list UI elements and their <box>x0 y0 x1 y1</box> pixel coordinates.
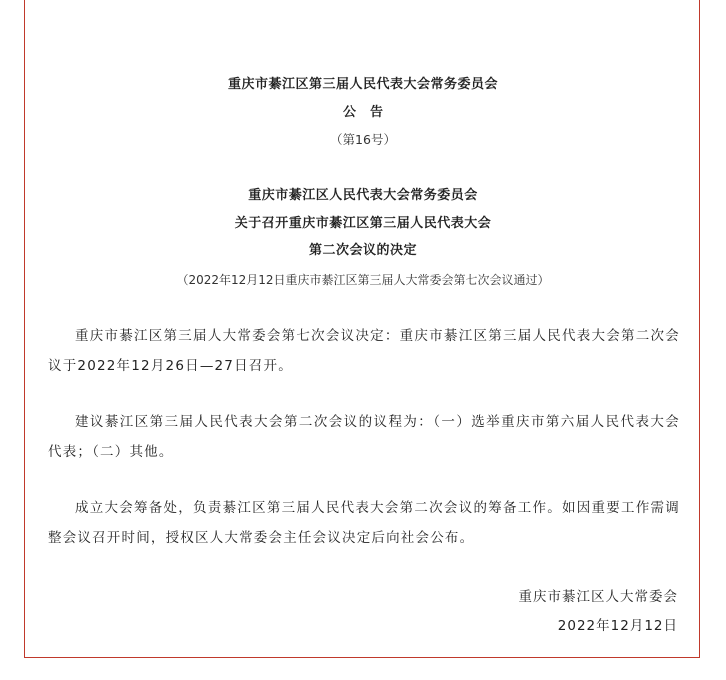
decision-title-line3: 第二次会议的决定 <box>308 243 417 258</box>
paragraph-meeting-date: 重庆市綦江区第三届人大常委会第七次会议决定：重庆市綦江区第三届人民代表大会第二次会议于2022年12月26日—27日召开。 <box>48 328 680 374</box>
signature-organization: 重庆市綦江区人大常委会 <box>518 589 678 605</box>
decision-title-line1: 重庆市綦江区人民代表大会常务委员会 <box>248 188 478 203</box>
notice-title: 公告 <box>342 105 397 120</box>
notice-number: （第16号） <box>330 132 396 147</box>
decision-title-line2: 关于召开重庆市綦江区第三届人民代表大会 <box>234 216 492 231</box>
issuer-title: 重庆市綦江区第三届人民代表大会常务委员会 <box>227 77 498 92</box>
signature-date: 2022年12月12日 <box>557 618 678 634</box>
paragraph-agenda: 建议綦江区第三届人民代表大会第二次会议的议程为：（一）选举重庆市第六届人民代表大会代表；（二）其他。 <box>48 414 680 460</box>
paragraph-preparation: 成立大会筹备处，负责綦江区第三届人民代表大会第二次会议的筹备工作。如因重要工作需调整会议召开时间，授权区人大常委会主任会议决定后向社会公布。 <box>48 500 680 546</box>
adoption-note: （2022年12月12日重庆市綦江区第三届人大常委会第七次会议通过） <box>176 273 550 287</box>
